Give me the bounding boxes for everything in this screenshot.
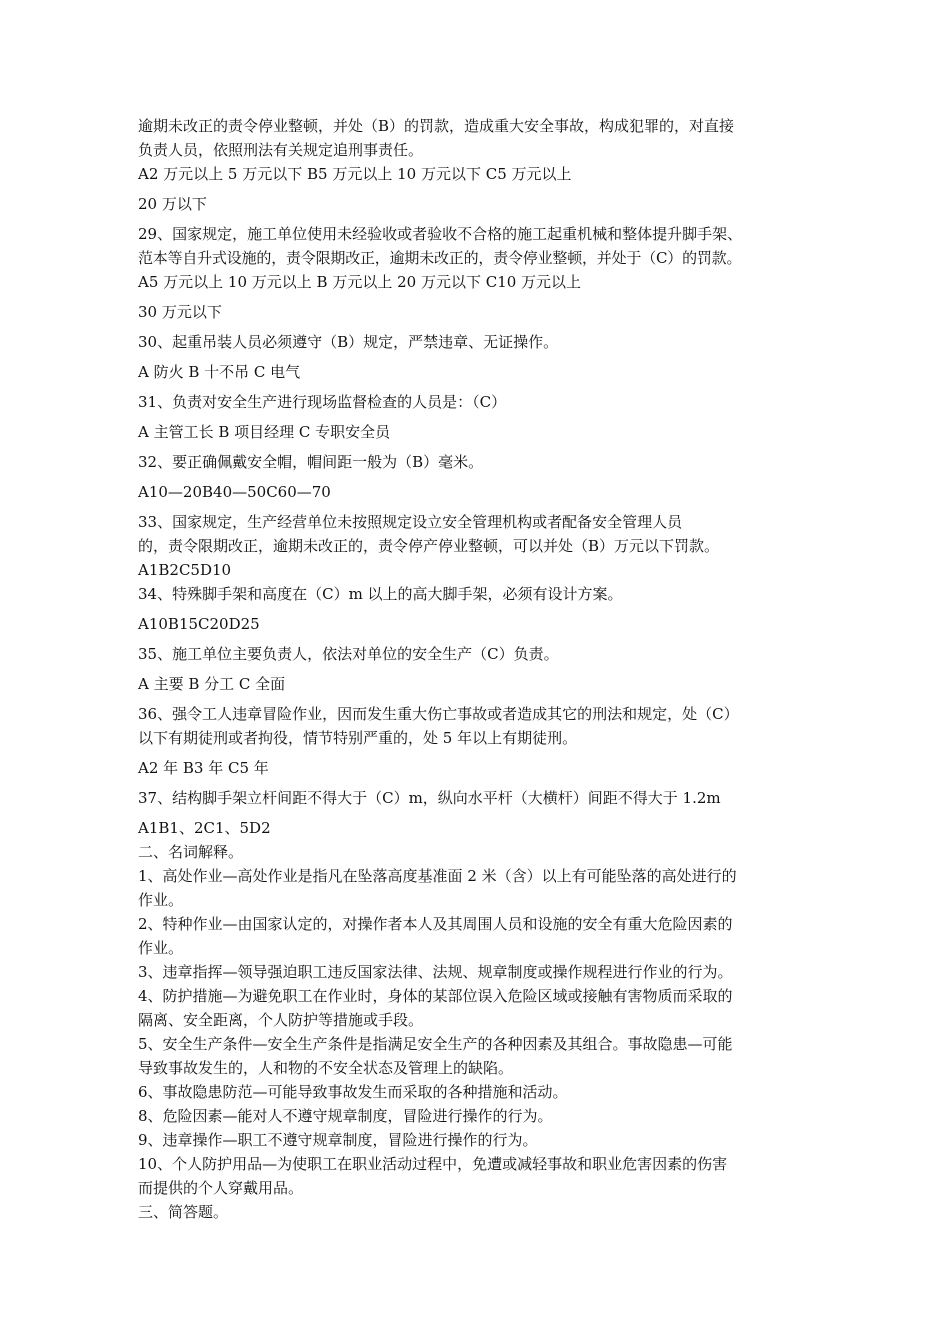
text-line: 隔离、安全距离，个人防护等措施或手段。 <box>138 1011 424 1029</box>
text-line: 而提供的个人穿戴用品。 <box>138 1179 304 1197</box>
text-line: A2 年 B3 年 C5 年 <box>138 759 269 777</box>
text-line: 30、起重吊装人员必须遵守（B）规定，严禁违章、无证操作。 <box>138 333 559 351</box>
text-line: 30 万元以下 <box>138 303 222 321</box>
text-line: 31、负责对安全生产进行现场监督检查的人员是：（C） <box>138 393 507 411</box>
text-line: 36、强令工人违章冒险作业，因而发生重大伤亡事故或者造成其它的刑法和规定，处（C） <box>138 705 739 723</box>
text-line: 4、防护措施—为避免职工在作业时，身体的某部位误入危险区域或接触有害物质而采取的 <box>138 987 733 1005</box>
text-line: A 防火 B 十不吊 C 电气 <box>138 363 301 381</box>
text-line: 29、国家规定，施工单位使用未经验收或者验收不合格的施工起重机械和整体提升脚手架、 <box>138 225 743 243</box>
section-heading: 三、简答题。 <box>138 1203 229 1221</box>
text-line: 3、违章指挥—领导强迫职工违反国家法律、法规、规章制度或操作规程进行作业的行为。 <box>138 963 733 981</box>
text-line: 34、特殊脚手架和高度在（C）m 以上的高大脚手架，必须有设计方案。 <box>138 585 623 603</box>
text-line: 2、特种作业—由国家认定的，对操作者本人及其周围人员和设施的安全有重大危险因素的 <box>138 915 733 933</box>
text-line: 作业。 <box>138 891 184 909</box>
text-line: 负责人员，依照刑法有关规定追刑事责任。 <box>138 141 424 159</box>
text-line: 10、个人防护用品—为使职工在职业活动过程中，免遭或减轻事故和职业危害因素的伤害 <box>138 1155 728 1173</box>
text-line: A1B1、2C1、5D2 <box>138 819 271 837</box>
text-line: 导致事故发生的，人和物的不安全状态及管理上的缺陷。 <box>138 1059 514 1077</box>
text-line: A 主要 B 分工 C 全面 <box>138 675 286 693</box>
text-line: A10B15C20D25 <box>138 615 260 633</box>
text-line: 8、危险因素—能对人不遵守规章制度，冒险进行操作的行为。 <box>138 1107 553 1125</box>
text-line: 32、要正确佩戴安全帽，帽间距一般为（B）毫米。 <box>138 453 484 471</box>
text-line: 35、施工单位主要负责人，依法对单位的安全生产（C）负责。 <box>138 645 559 663</box>
text-line: 9、违章操作—职工不遵守规章制度，冒险进行操作的行为。 <box>138 1131 538 1149</box>
text-line: 作业。 <box>138 939 184 957</box>
text-line: 逾期未改正的责令停业整顿，并处（B）的罚款，造成重大安全事故，构成犯罪的，对直接 <box>138 117 735 135</box>
text-line: 范本等自升式设施的，责令限期改正，逾期未改正的，责令停业整顿，并处于（C）的罚款。 <box>138 249 742 267</box>
text-line: 的，责令限期改正，逾期未改正的，责令停产停业整顿，可以并处（B）万元以下罚款。 <box>138 537 720 555</box>
text-line: 6、事故隐患防范—可能导致事故发生而采取的各种措施和活动。 <box>138 1083 568 1101</box>
text-line: A1B2C5D10 <box>138 561 232 579</box>
text-line: 5、安全生产条件—安全生产条件是指满足安全生产的各种因素及其组合。事故隐患—可能 <box>138 1035 733 1053</box>
text-line: A10—20B40—50C60—70 <box>138 483 331 501</box>
text-line: 20 万以下 <box>138 195 207 213</box>
document-body <box>138 114 838 1224</box>
text-line: 37、结构脚手架立杆间距不得大于（C）m，纵向水平杆（大横杆）间距不得大于 1.2m <box>138 789 721 807</box>
section-heading: 二、名词解释。 <box>138 843 244 861</box>
text-line: 1、高处作业—高处作业是指凡在坠落高度基准面 2 米（含）以上有可能坠落的高处进行的 <box>138 867 737 885</box>
text-line: A 主管工长 B 项目经理 C 专职安全员 <box>138 423 391 441</box>
text-line: A2 万元以上 5 万元以下 B5 万元以上 10 万元以下 C5 万元以上 <box>138 165 572 183</box>
text-line: 33、国家规定，生产经营单位未按照规定设立安全管理机构或者配备安全管理人员 <box>138 513 683 531</box>
text-line: A5 万元以上 10 万元以上 B 万元以上 20 万元以下 C10 万元以上 <box>138 273 582 291</box>
text-line: 以下有期徒刑或者拘役，情节特别严重的，处 5 年以上有期徒刑。 <box>138 729 578 747</box>
